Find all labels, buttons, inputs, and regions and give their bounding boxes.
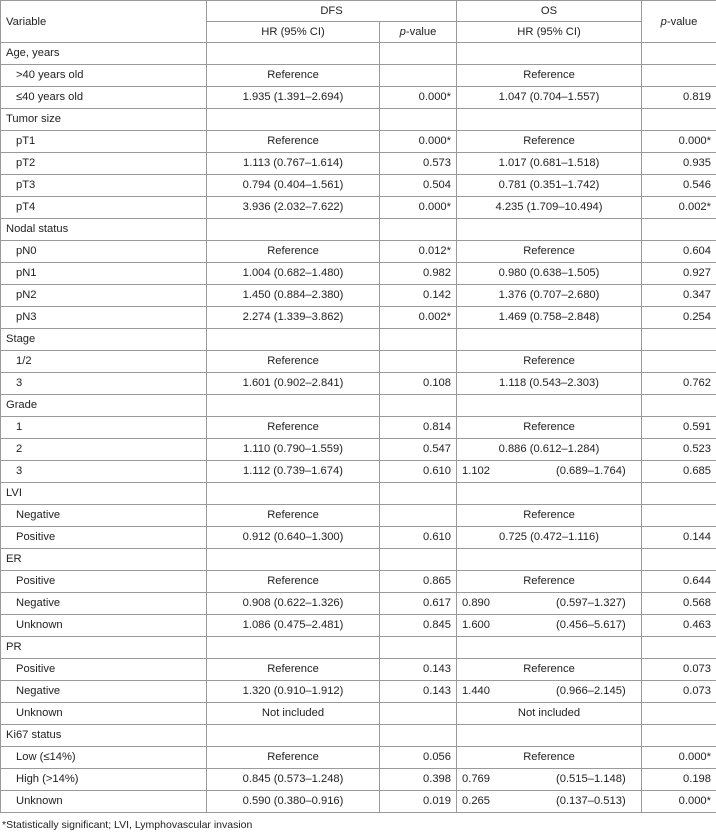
dfs-hr-cell: 0.590 (0.380–0.916) [207,791,380,813]
row-label: pN2 [1,285,207,307]
os-hr-cell: 0.980 (0.638–1.505) [457,263,642,285]
dfs-hr-cell: 1.086 (0.475–2.481) [207,615,380,637]
os-hr-cell: Reference [457,747,642,769]
dfs-hr-cell: 1.113 (0.767–1.614) [207,153,380,175]
section-title: LVI [1,483,207,505]
row-label: 1/2 [1,351,207,373]
os-p-cell: 0.644 [642,571,716,593]
os-p-cell [642,219,716,241]
table-row [1,461,716,483]
os-hr-cell: 1.376 (0.707–2.680) [457,285,642,307]
os-hr-cell [457,483,642,505]
section-title: ER [1,549,207,571]
row-label: Positive [1,659,207,681]
row-label: >40 years old [1,65,207,87]
os-hr-cell: 1.118 (0.543–2.303) [457,373,642,395]
dfs-hr-cell [207,219,380,241]
os-hr-cell [457,791,642,813]
section-title: Grade [1,395,207,417]
row-label: Low (≤14%) [1,747,207,769]
table-row [1,417,716,439]
os-hr-cell [457,109,642,131]
table-row [1,175,716,197]
section-header-row [1,395,716,417]
row-label: Negative [1,593,207,615]
p-suffix: -value [405,26,437,38]
os-hr-cell [457,593,642,615]
dfs-p-cell: 0.814 [380,417,457,439]
dfs-hr-cell [207,725,380,747]
dfs-hr-cell: 1.935 (1.391–2.694) [207,87,380,109]
table-row [1,505,716,527]
os-hr-cell [457,615,642,637]
os-p-cell [642,109,716,131]
table-row [1,791,716,813]
row-label: pT3 [1,175,207,197]
header-dfs-hr: HR (95% CI) [207,22,380,43]
dfs-hr-cell: 1.320 (0.910–1.912) [207,681,380,703]
section-title: Tumor size [1,109,207,131]
dfs-p-cell: 0.610 [380,527,457,549]
dfs-p-cell [380,351,457,373]
os-p-cell [642,505,716,527]
os-p-cell: 0.762 [642,373,716,395]
section-header-row [1,109,716,131]
os-hr-cell [457,219,642,241]
os-p-cell: 0.198 [642,769,716,791]
dfs-hr-cell: 0.908 (0.622–1.326) [207,593,380,615]
os-p-cell: 0.568 [642,593,716,615]
os-hr-cell: 1.047 (0.704–1.557) [457,87,642,109]
os-ci-value: (0.597–1.327) [556,597,626,609]
os-hr-cell: 0.886 (0.612–1.284) [457,439,642,461]
dfs-p-cell: 0.002* [380,307,457,329]
os-ci-value: (0.456–5.617) [556,619,626,631]
dfs-p-cell: 0.143 [380,681,457,703]
os-hr-cell [457,395,642,417]
os-hr-cell [457,43,642,65]
row-label: 3 [1,373,207,395]
dfs-p-cell: 0.108 [380,373,457,395]
dfs-hr-cell: Not included [207,703,380,725]
row-label: pN1 [1,263,207,285]
row-label: 2 [1,439,207,461]
dfs-hr-cell [207,395,380,417]
os-hr-cell: Reference [457,505,642,527]
row-label: pT4 [1,197,207,219]
dfs-p-cell: 0.617 [380,593,457,615]
section-header-row [1,637,716,659]
dfs-p-cell [380,109,457,131]
table-row [1,703,716,725]
os-p-cell [642,483,716,505]
dfs-p-cell: 0.000* [380,87,457,109]
row-label: ≤40 years old [1,87,207,109]
os-hr-cell [457,461,642,483]
dfs-p-cell: 0.504 [380,175,457,197]
table-row [1,527,716,549]
row-label: Negative [1,505,207,527]
os-p-cell: 0.002* [642,197,716,219]
os-p-cell [642,351,716,373]
header-dfs-p-value [380,22,457,43]
dfs-hr-cell: Reference [207,65,380,87]
dfs-p-cell: 0.000* [380,197,457,219]
dfs-p-cell [380,329,457,351]
os-p-cell: 0.463 [642,615,716,637]
dfs-hr-cell [207,483,380,505]
row-label: pN3 [1,307,207,329]
table-row [1,131,716,153]
os-p-cell: 0.144 [642,527,716,549]
os-hr-cell [457,329,642,351]
os-hr-cell: 0.725 (0.472–1.116) [457,527,642,549]
os-p-cell [642,549,716,571]
os-p-cell: 0.591 [642,417,716,439]
row-label: pT2 [1,153,207,175]
os-hr-value: 1.440 [462,685,490,697]
table-row [1,307,716,329]
dfs-p-cell [380,637,457,659]
section-title: Stage [1,329,207,351]
os-hr-cell: Reference [457,241,642,263]
dfs-hr-cell: 0.912 (0.640–1.300) [207,527,380,549]
dfs-p-cell [380,219,457,241]
os-hr-value: 1.600 [462,619,490,631]
dfs-hr-cell: 0.794 (0.404–1.561) [207,175,380,197]
header-os-p-value [642,1,716,43]
os-hr-cell [457,549,642,571]
p-letter: p [660,15,667,28]
os-hr-value: 0.890 [462,597,490,609]
row-label: Positive [1,571,207,593]
dfs-hr-cell [207,637,380,659]
dfs-p-cell: 0.865 [380,571,457,593]
dfs-hr-cell: 0.845 (0.573–1.248) [207,769,380,791]
row-label: Unknown [1,615,207,637]
p-letter: p [399,26,406,38]
os-hr-value: 0.265 [462,795,490,807]
section-header-row [1,549,716,571]
dfs-hr-cell [207,43,380,65]
os-p-cell [642,43,716,65]
dfs-p-cell [380,725,457,747]
os-hr-cell: 0.781 (0.351–1.742) [457,175,642,197]
dfs-hr-cell: 1.601 (0.902–2.841) [207,373,380,395]
table-row [1,285,716,307]
os-p-cell: 0.000* [642,747,716,769]
os-hr-cell: Not included [457,703,642,725]
dfs-p-cell: 0.056 [380,747,457,769]
dfs-hr-cell: 3.936 (2.032–7.622) [207,197,380,219]
dfs-p-cell [380,505,457,527]
os-p-cell [642,65,716,87]
os-hr-cell: 4.235 (1.709–10.494) [457,197,642,219]
os-p-cell: 0.685 [642,461,716,483]
header-variable: Variable [1,1,207,43]
os-hr-cell: Reference [457,417,642,439]
dfs-p-cell: 0.610 [380,461,457,483]
table-row [1,439,716,461]
dfs-hr-cell: 1.004 (0.682–1.480) [207,263,380,285]
os-hr-cell: Reference [457,351,642,373]
dfs-p-cell: 0.982 [380,263,457,285]
dfs-p-cell: 0.000* [380,131,457,153]
dfs-hr-cell: 1.110 (0.790–1.559) [207,439,380,461]
os-hr-cell [457,681,642,703]
os-ci-value: (0.137–0.513) [556,795,626,807]
p-suffix: -value [666,15,698,28]
dfs-p-cell [380,483,457,505]
os-hr-cell [457,637,642,659]
os-hr-cell: Reference [457,65,642,87]
os-hr-value: 0.769 [462,773,490,785]
dfs-hr-cell: Reference [207,241,380,263]
os-p-cell [642,637,716,659]
os-p-cell: 0.927 [642,263,716,285]
dfs-hr-cell: 1.450 (0.884–2.380) [207,285,380,307]
os-hr-cell [457,769,642,791]
os-p-cell: 0.073 [642,681,716,703]
header-os: OS [457,1,642,22]
dfs-hr-cell: Reference [207,747,380,769]
row-label: 3 [1,461,207,483]
section-title: Age, years [1,43,207,65]
section-header-row [1,43,716,65]
dfs-hr-cell: Reference [207,131,380,153]
dfs-p-cell [380,43,457,65]
dfs-p-cell: 0.573 [380,153,457,175]
table-row [1,571,716,593]
os-p-cell: 0.819 [642,87,716,109]
dfs-hr-cell [207,549,380,571]
table-row [1,153,716,175]
section-header-row [1,725,716,747]
table-header [1,1,716,43]
dfs-hr-cell: 2.274 (1.339–3.862) [207,307,380,329]
os-hr-cell: Reference [457,571,642,593]
table-row [1,65,716,87]
dfs-p-cell: 0.142 [380,285,457,307]
header-os-hr: HR (95% CI) [457,22,642,43]
row-label: Positive [1,527,207,549]
table-row [1,593,716,615]
table-row [1,769,716,791]
section-title: Ki67 status [1,725,207,747]
os-ci-value: (0.689–1.764) [556,465,626,477]
row-label: Negative [1,681,207,703]
row-label: Unknown [1,703,207,725]
table-row [1,241,716,263]
section-title: PR [1,637,207,659]
os-ci-value: (0.966–2.145) [556,685,626,697]
dfs-hr-cell: Reference [207,417,380,439]
row-label: High (>14%) [1,769,207,791]
dfs-hr-cell: Reference [207,505,380,527]
os-p-cell: 0.254 [642,307,716,329]
os-hr-cell [457,725,642,747]
dfs-p-cell: 0.143 [380,659,457,681]
os-p-cell [642,395,716,417]
table-row [1,87,716,109]
table-row [1,373,716,395]
os-p-cell [642,329,716,351]
table-body [1,43,716,813]
row-label: 1 [1,417,207,439]
table-row [1,351,716,373]
table-row [1,681,716,703]
table-row [1,197,716,219]
section-header-row [1,329,716,351]
dfs-hr-cell [207,109,380,131]
dfs-p-cell: 0.012* [380,241,457,263]
table-row [1,615,716,637]
os-p-cell [642,725,716,747]
dfs-p-cell: 0.547 [380,439,457,461]
row-label: pN0 [1,241,207,263]
row-label: Unknown [1,791,207,813]
row-label: pT1 [1,131,207,153]
os-p-cell [642,703,716,725]
dfs-p-cell: 0.398 [380,769,457,791]
header-dfs: DFS [207,1,457,22]
os-p-cell: 0.935 [642,153,716,175]
os-hr-cell: 1.017 (0.681–1.518) [457,153,642,175]
dfs-hr-cell: Reference [207,659,380,681]
os-ci-value: (0.515–1.148) [556,773,626,785]
dfs-p-cell [380,549,457,571]
dfs-p-cell: 0.019 [380,791,457,813]
section-header-row [1,483,716,505]
table-footnote: *Statistically significant; LVI, Lymphovascular invasion [2,819,253,831]
dfs-hr-cell: Reference [207,351,380,373]
section-title: Nodal status [1,219,207,241]
os-hr-cell: 1.469 (0.758–2.848) [457,307,642,329]
dfs-p-cell [380,65,457,87]
os-hr-cell: Reference [457,131,642,153]
dfs-p-cell: 0.845 [380,615,457,637]
os-p-cell: 0.347 [642,285,716,307]
os-p-cell: 0.000* [642,131,716,153]
table-row [1,263,716,285]
os-p-cell: 0.604 [642,241,716,263]
os-p-cell: 0.523 [642,439,716,461]
os-hr-value: 1.102 [462,465,490,477]
section-header-row [1,219,716,241]
dfs-hr-cell: Reference [207,571,380,593]
table-row [1,659,716,681]
dfs-p-cell [380,395,457,417]
dfs-hr-cell: 1.112 (0.739–1.674) [207,461,380,483]
os-p-cell: 0.000* [642,791,716,813]
table-row [1,747,716,769]
os-hr-cell: Reference [457,659,642,681]
dfs-p-cell [380,703,457,725]
dfs-hr-cell [207,329,380,351]
os-p-cell: 0.546 [642,175,716,197]
os-p-cell: 0.073 [642,659,716,681]
